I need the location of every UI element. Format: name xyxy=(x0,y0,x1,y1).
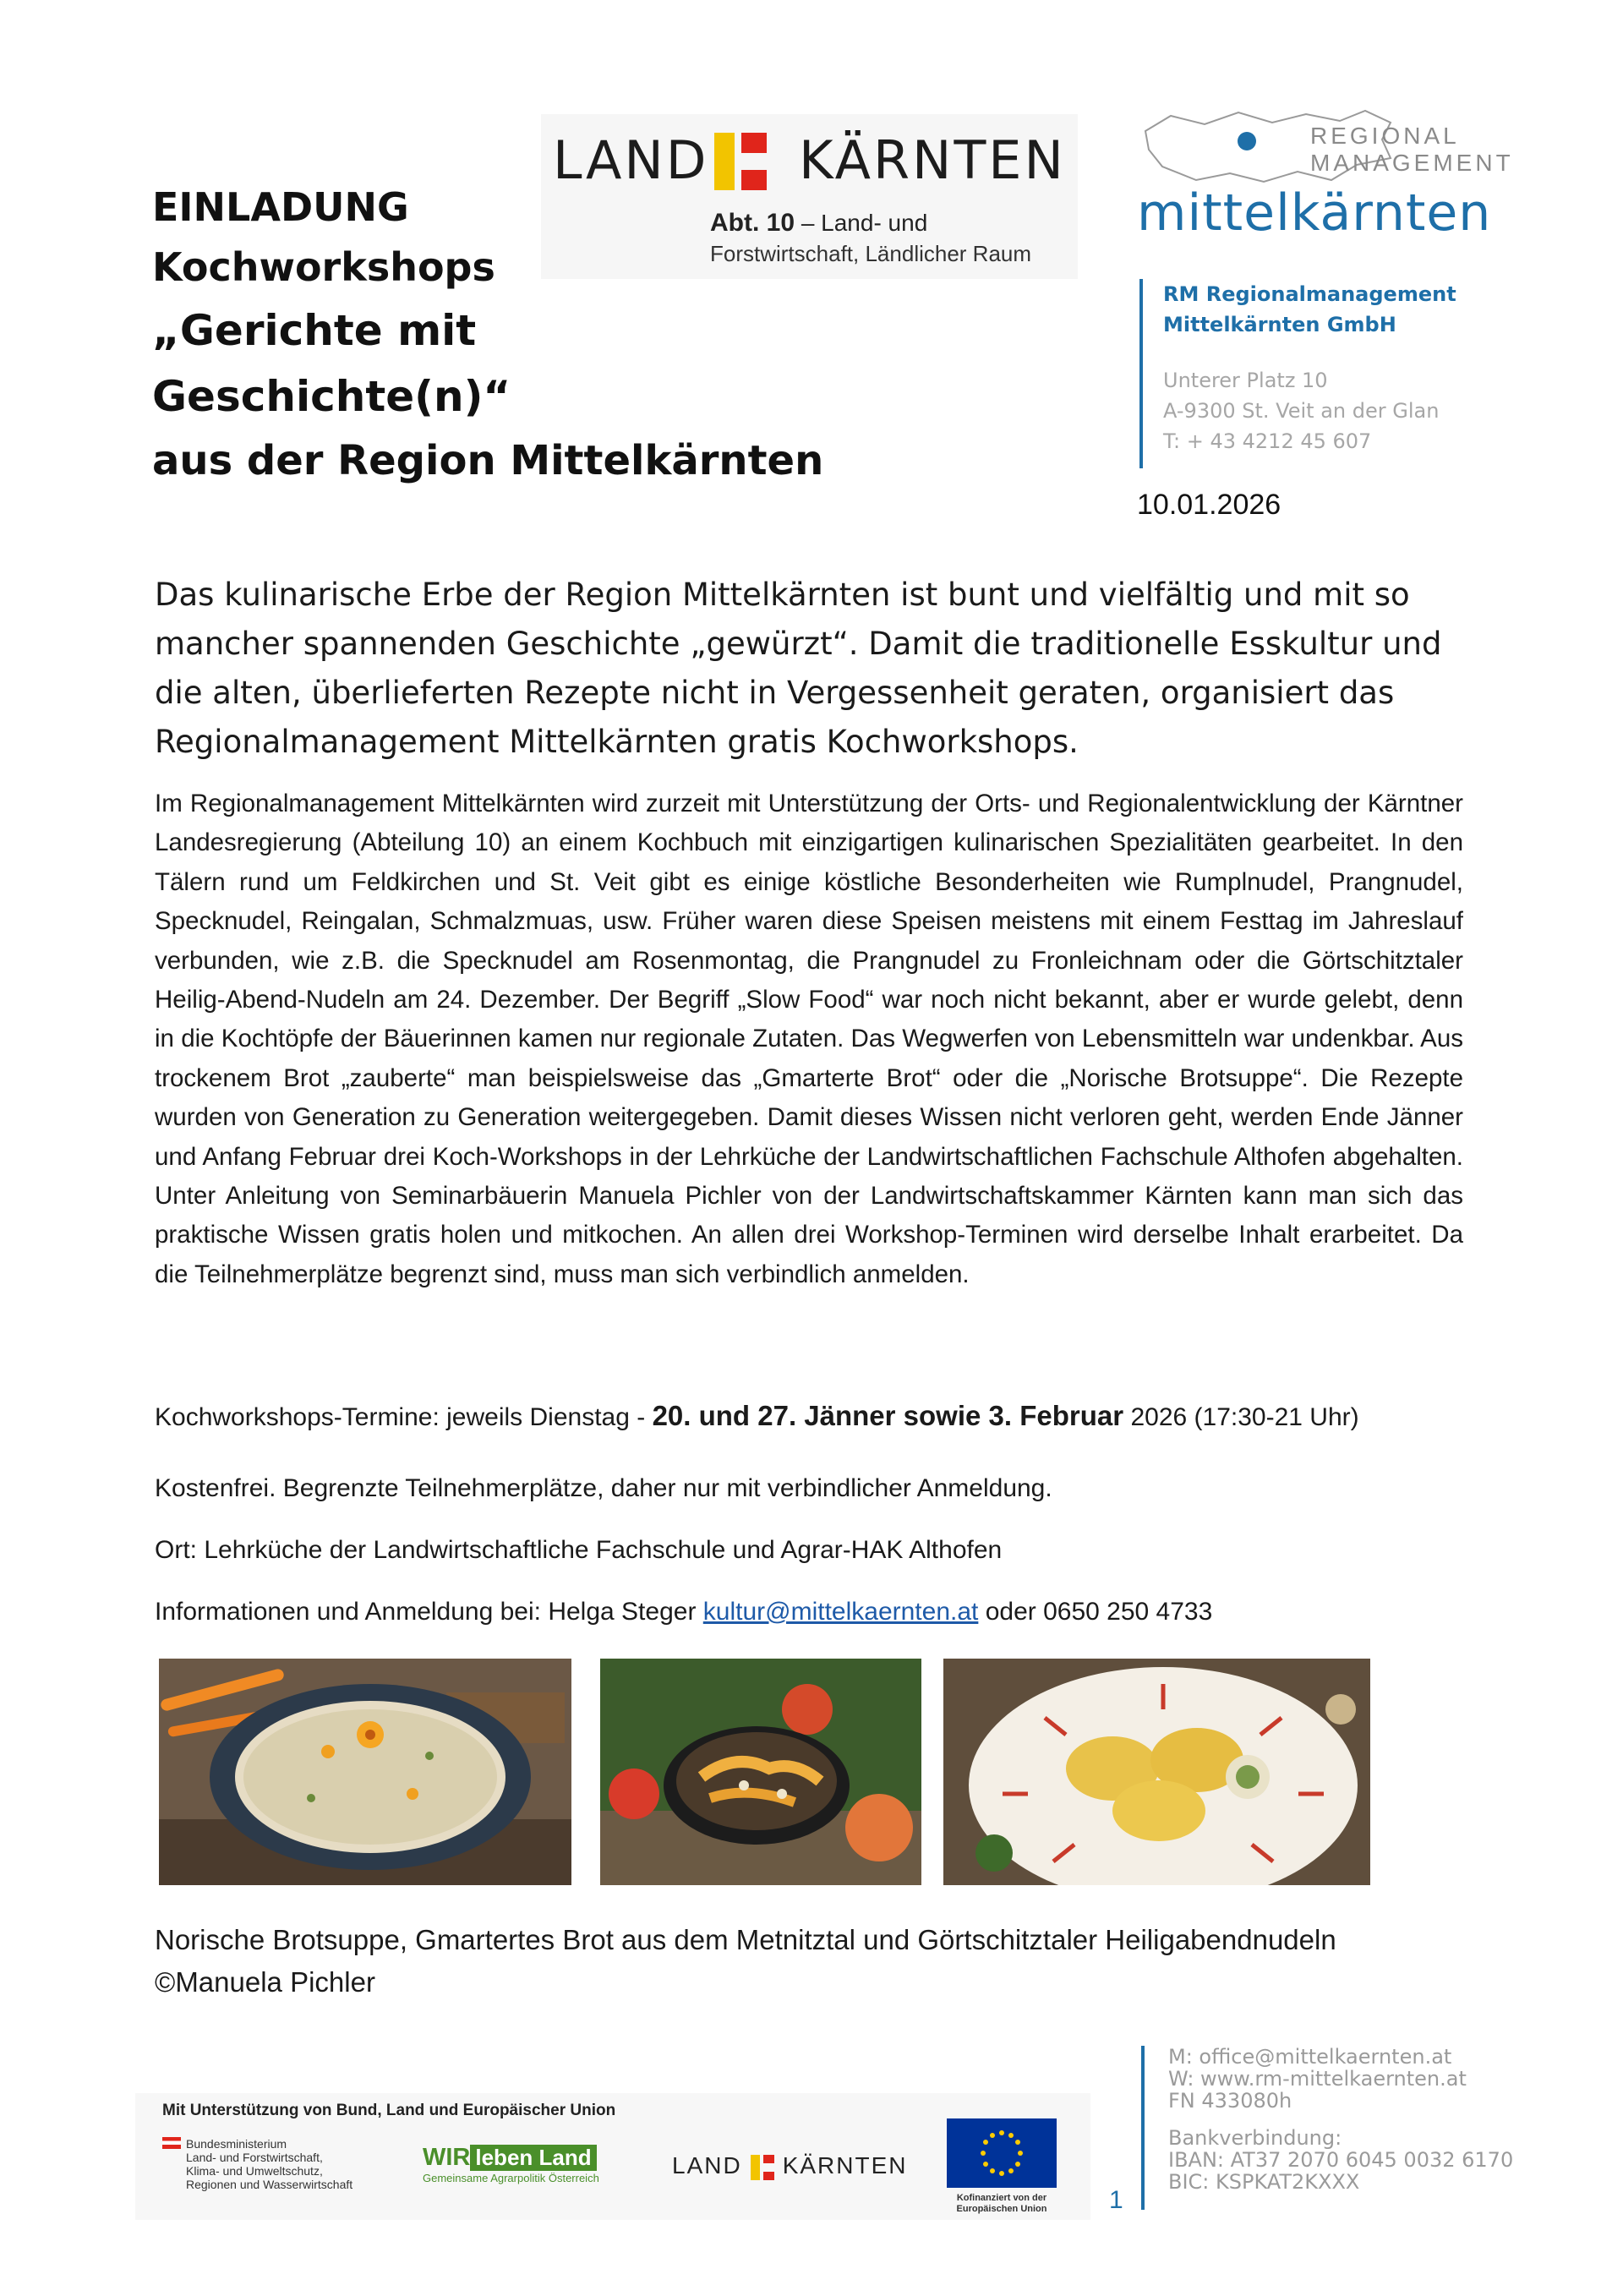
contact-bic: BIC: KSPKAT2KXXX xyxy=(1168,2170,1360,2194)
sender-org-1: RM Regionalmanagement xyxy=(1163,282,1456,306)
funding-title: Mit Unterstützung von Bund, Land und Europäischer Union xyxy=(162,2102,616,2119)
land-kaernten-small-logo: LAND KÄRNTEN xyxy=(672,2152,908,2178)
regionalmanagement-logo xyxy=(1137,106,1514,249)
bread-pan-photo xyxy=(600,1659,921,1885)
contact-fn: FN 433080h xyxy=(1168,2089,1292,2113)
logo-mittelkaernten: mittelkärnten xyxy=(1137,183,1492,243)
title-gerichte: „Gerichte mit Geschichte(n)“ xyxy=(152,306,511,421)
title-region: aus der Region Mittelkärnten xyxy=(152,437,824,484)
funding-logos xyxy=(135,2093,1090,2220)
contact-iban: IBAN: AT37 2070 6045 0032 6170 xyxy=(1168,2148,1514,2172)
location-info: Ort: Lehrküche der Landwirtschaftliche Fachschule und Agrar-HAK Althofen xyxy=(155,1536,1003,1564)
sender-address xyxy=(1139,279,1456,468)
page-number: 1 xyxy=(1109,2186,1123,2214)
logo-abteilung: Abt. 10 – Land- und xyxy=(710,209,928,237)
registration-info: Informationen und Anmeldung bei: Helga Steger kultur@mittelkaernten.at oder 0650 250 4733 xyxy=(155,1598,1213,1626)
contact-bank: Bankverbindung: xyxy=(1168,2126,1342,2150)
footer-contact xyxy=(1141,2046,1513,2210)
eu-flag-icon xyxy=(947,2118,1057,2188)
caption-line-2: ©Manuela Pichler xyxy=(155,1966,375,1998)
noodles-plate-photo xyxy=(943,1659,1370,1885)
contact-mail: M: office@mittelkaernten.at xyxy=(1168,2045,1452,2069)
workshop-dates: Kochworkshops-Termine: jeweils Dienstag - 20. und 27. Jänner sowie 3. Februar 2026 (17:30-21 Uhr) xyxy=(155,1400,1359,1431)
sender-street: Unterer Platz 10 xyxy=(1163,369,1328,392)
ministry-logo: Bundesministerium Land- und Forstwirtschaft, Klima- und Umweltschutz, Regionen und Wasserwirtschaft xyxy=(162,2137,352,2191)
lead-paragraph: Das kulinarische Erbe der Region Mittelkärnten ist bunt und vielfältig und mit so mancher spannenden Geschichte „gewürzt“. Damit die traditionelle Esskultur und die alten, überlieferten Rezepte nicht in Vergessenheit geraten, organisiert das Regionalmanagement Mittelkärnten gratis Kochworkshops. xyxy=(155,577,1442,760)
soup-photo xyxy=(159,1659,571,1885)
eu-logo: Kofinanziert von der Europäischen Union xyxy=(947,2118,1057,2215)
caption-line-1: Norische Brotsuppe, Gmartertes Brot aus dem Metnitztal und Görtschitztaler Heiligabendnudeln xyxy=(155,1924,1336,1955)
logo-kaernten-word: KÄRNTEN xyxy=(799,129,1066,191)
sender-city: A-9300 St. Veit an der Glan xyxy=(1163,399,1440,423)
land-kaernten-mark-icon xyxy=(714,133,767,190)
title-einladung: EINLADUNG xyxy=(152,184,409,230)
land-kaernten-logo xyxy=(541,114,1078,279)
document-date: 10.01.2026 xyxy=(1137,489,1281,521)
logo-regional-management: REGIONAL MANAGEMENT xyxy=(1310,123,1514,176)
logo-abteilung-line2: Forstwirtschaft, Ländlicher Raum xyxy=(710,241,1032,266)
body-paragraph: Im Regionalmanagement Mittelkärnten wird zurzeit mit Unterstützung der Orts- und Regionalentwicklung der Kärntner Landesregierung (Abteilung 10) an einem Kochbuch mit einzigartigen kulinarischen Spezialitäten gearbeitet. In den Tälern rund um Feldkirchen und St. Veit gibt es einige köstliche Besonderheiten wie Rumplnudel, Prangnudel, Specknudel, Reingalan, Schmalzmuas, usw. Früher waren diese Speisen meistens mit einem Festtag im Jahreslauf verbunden, wie z.B. die Specknudel am Rosenmontag, die Prangnudel zu Fronleichnam oder die Görtschitztaler Heilig-Abend-Nudeln am 24. Dezember. Der Begriff „Slow Food“ war noch nicht bekannt, aber er wurde gelebt, denn in die Kochtöpfe der Bäuerinnen kamen nur regionale Zutaten. Das Wegwerfen von Lebensmitteln war undenkbar. Aus trockenem Brot „zauberte“ man beispielsweise das „Gmarterte Brot“ oder die „Norische Brotsuppe“. Die Rezepte wurden von Generation zu Generation weitergegeben. Damit dieses Wissen nicht verloren geht, werden Ende Jänner und Anfang Februar drei Koch-Workshops in der Lehrküche der Landwirtschaftlichen Fachschule Althofen abgehalten. Unter Anleitung von Seminarbäuerin Manuela Pichler von der Landwirtschaftskammer Kärnten kann man sich das praktische Wissen gratis holen und mitkochen. An allen drei Workshop-Terminen wird derselbe Inhalt erarbeitet. Da die Teilnehmerplätze begrenzt sind, muss man sich verbindlich anmelden. xyxy=(155,790,1463,1288)
land-kaernten-small-mark-icon xyxy=(751,2155,774,2180)
wir-leben-land-logo: WIR leben Land Gemeinsame Agrarpolitik Österreich xyxy=(423,2144,599,2184)
email-link[interactable]: kultur@mittelkaernten.at xyxy=(702,1598,979,1626)
title-kochworkshops: Kochworkshops xyxy=(152,244,495,290)
austria-flag-icon xyxy=(162,2137,181,2149)
cost-info: Kostenfrei. Begrenzte Teilnehmerplätze, daher nur mit verbindlicher Anmeldung. xyxy=(155,1474,1052,1502)
contact-web: W: www.rm-mittelkaernten.at xyxy=(1168,2067,1467,2091)
sender-org-2: Mittelkärnten GmbH xyxy=(1163,313,1396,336)
logo-land-word: LAND xyxy=(553,129,709,191)
sender-phone: T: + 43 4212 45 607 xyxy=(1163,429,1372,453)
photo-caption xyxy=(155,1919,1336,2004)
